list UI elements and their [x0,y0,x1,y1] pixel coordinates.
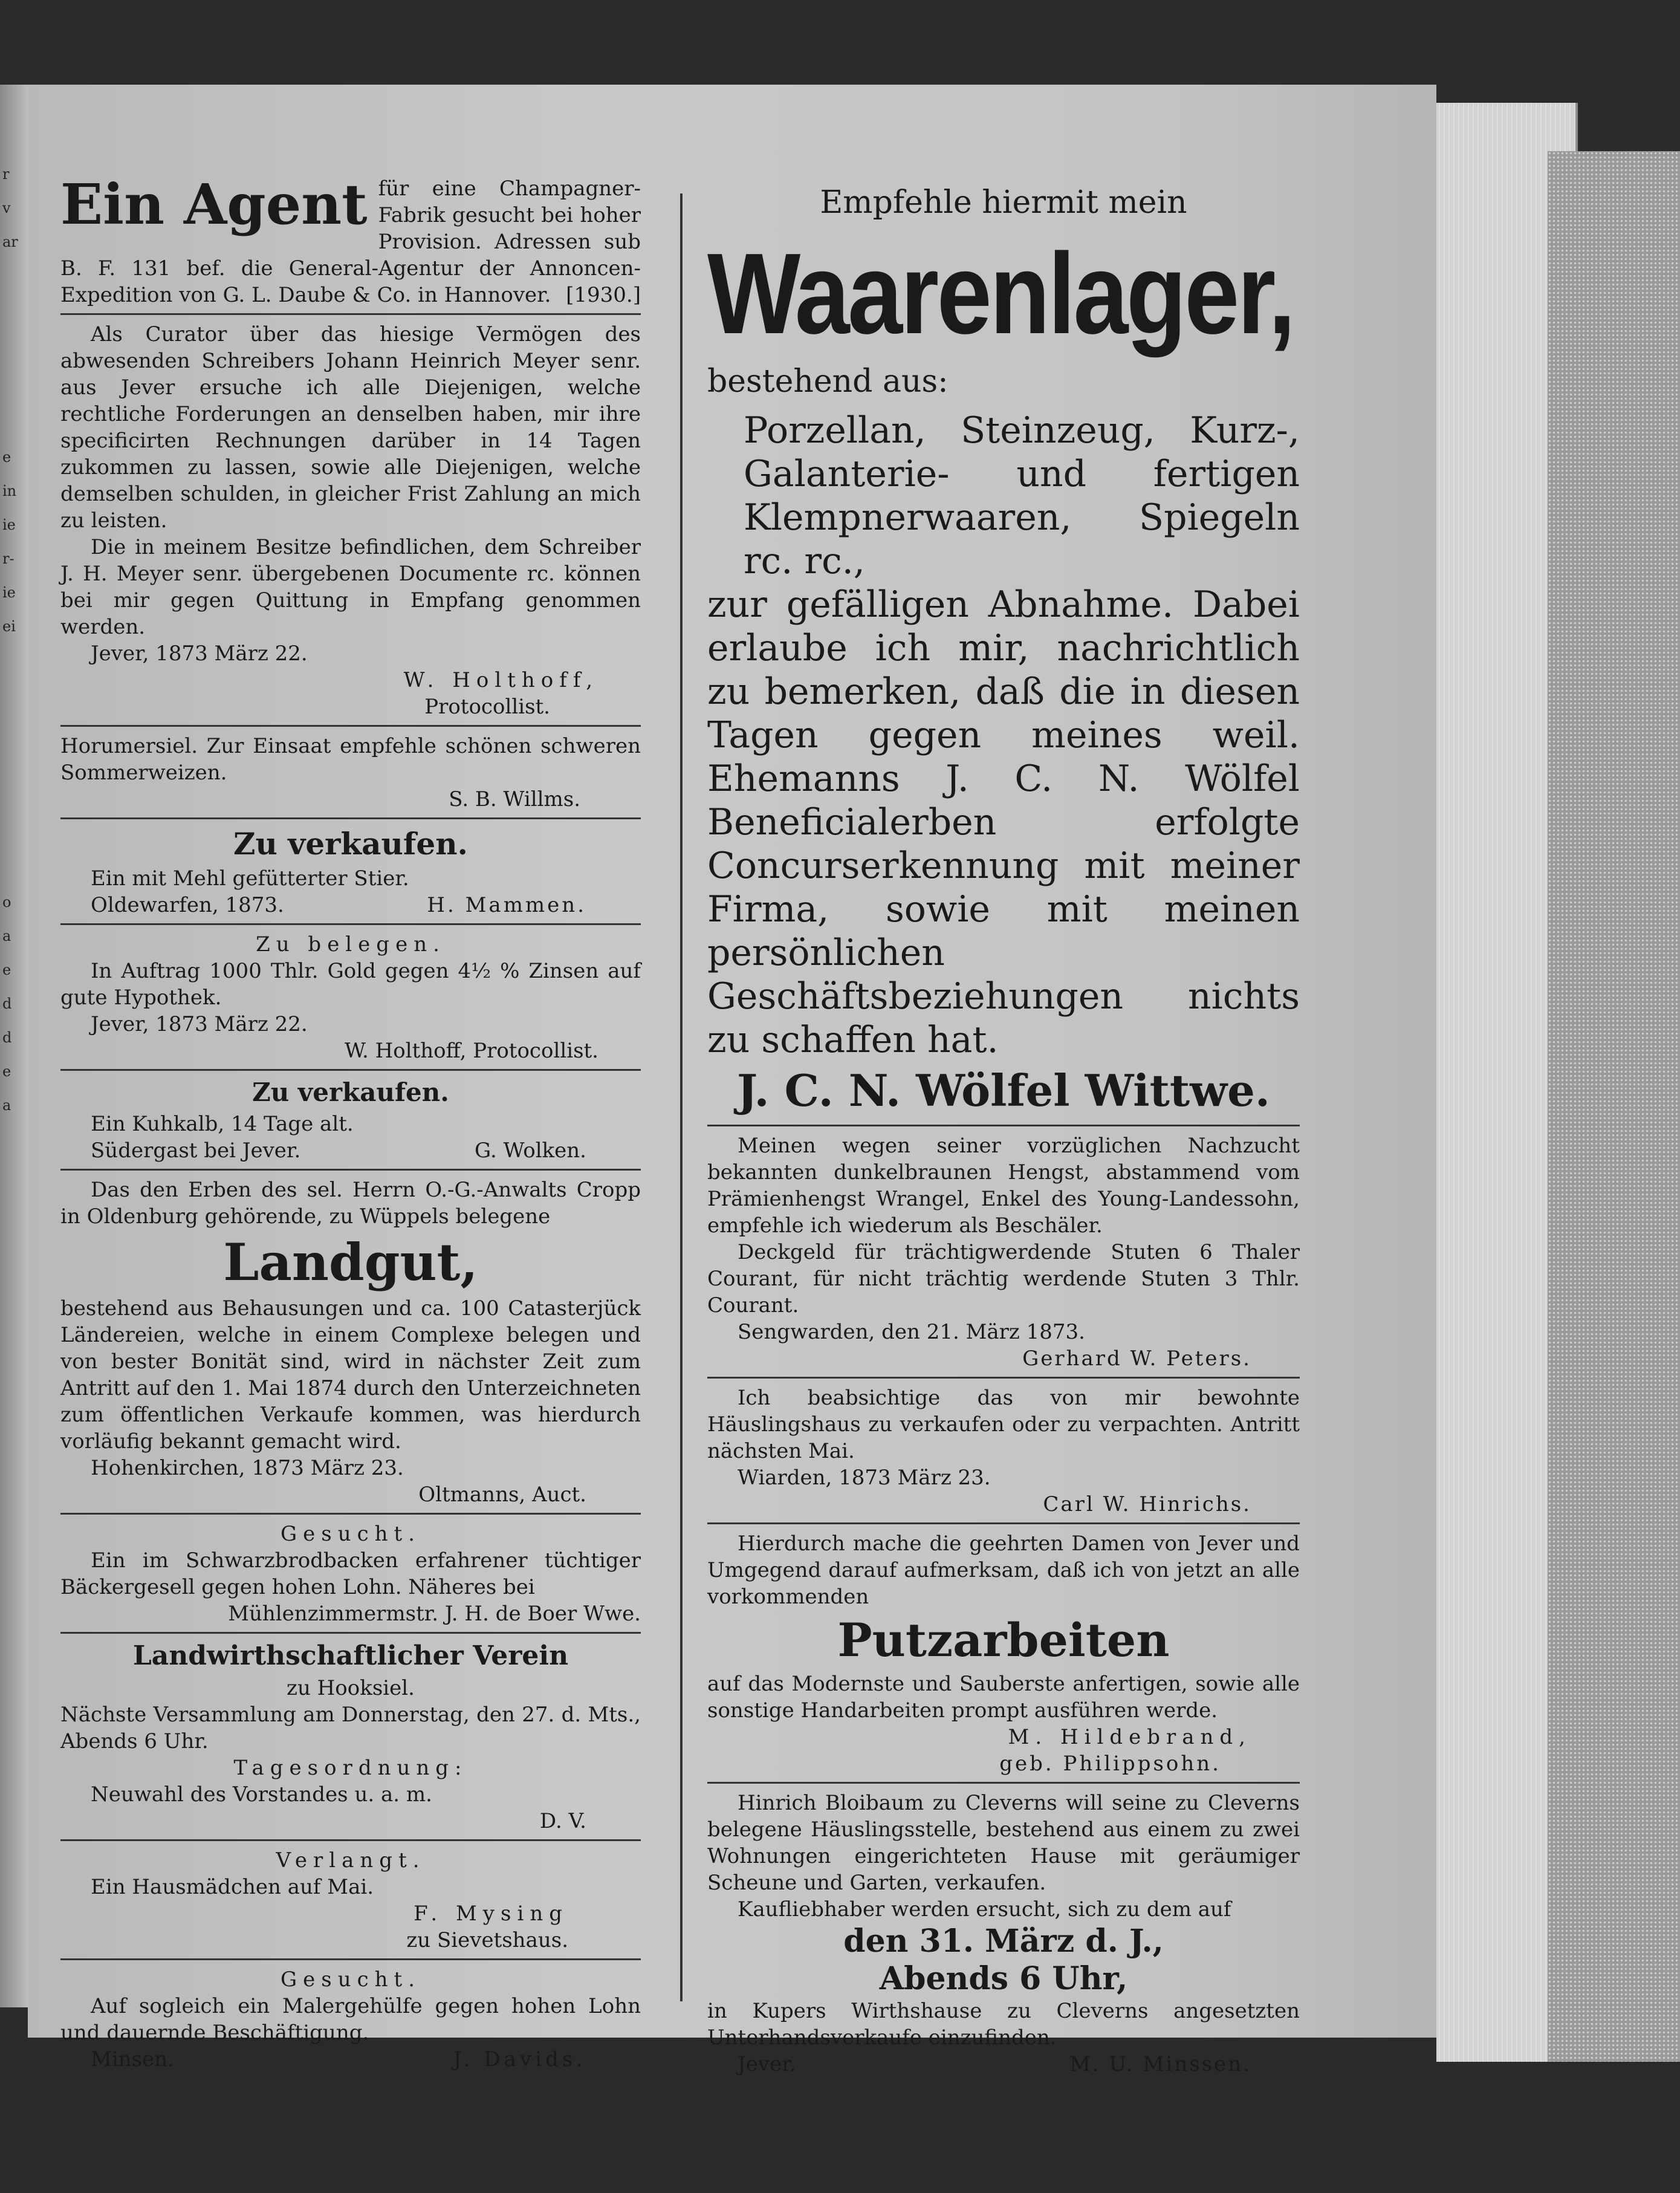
fragment: o [2,894,11,911]
ad-verkaufen-2-footer [60,1137,641,1164]
ad-hengst-date: Sengwarden, den 21. März 1873. [738,1320,1085,1344]
ad-hengst [707,1132,1300,1372]
ad-landgut-date: Hohenkirchen, 1873 März 23. [91,1456,404,1480]
ad-waarenlager-firm: J. C. N. Wölfel Wittwe. [737,1065,1270,1116]
ad-verlangt-text: Ein Hausmädchen auf Mai. [91,1875,374,1899]
ad-belegen-heading: Zu belegen. [256,932,446,957]
fragment: e [2,961,11,978]
separator [60,1839,641,1841]
ad-haeuslingshaus-date: Wiarden, 1873 März 23. [738,1466,991,1490]
ad-verlangt-place: zu Sievetshaus. [406,1928,568,1952]
ad-waarenlager-subheading: bestehend aus: [707,363,949,400]
separator [60,313,641,315]
ad-verein-text: Nächste Versammlung am Donnerstag, den 27. d. Mts., Abends 6 Uhr. [60,1703,641,1753]
ad-curator [60,321,641,720]
ad-hengst-text: Meinen wegen seiner vorzüglichen Nachzucht bekannten dunkelbraunen Hengst, abstammend vom Prämienhengst Wrangel, Enkel des Young-Landessohn, empfehle ich wiederum als Beschäler. [707,1134,1300,1238]
ad-gesucht-2-text: Auf sogleich ein Malergehülfe gegen hohen Lohn und dauernde Beschäftigung. [60,1994,641,2045]
book-cover [1548,151,1680,2062]
ad-belegen-text: In Auftrag 1000 Thlr. Gold gegen 4½ % Zinsen auf gute Hypothek. [60,959,641,1010]
ad-landgut-signature: Oltmanns, Auct. [418,1483,586,1507]
ad-verein-signature: D. V. [539,1809,586,1833]
separator [60,725,641,727]
ad-verkaufen-1-signature: H. Mammen. [427,893,586,917]
ad-landgut [60,1177,641,1508]
separator [60,1632,641,1634]
ad-gesucht-2-signature: J. Davids. [453,2047,586,2071]
separator [60,1069,641,1071]
fragment: ei [2,618,16,635]
ad-curator-title: Protocollist. [424,695,550,719]
fragment: e [2,449,11,466]
ad-hengst-signature: Gerhard W. Peters. [1022,1347,1251,1371]
ad-verkaufen-1-place: Oldewarfen, 1873. [91,893,284,917]
ad-verein-subheading: zu Hooksiel. [287,1676,415,1700]
ad-waarenlager-headline: Waarenlager, [707,230,1294,358]
ad-verein-agenda-title: Tagesordnung: [233,1756,468,1780]
fragment: ie [2,584,16,601]
ad-bloibaum-time: Abends 6 Uhr, [879,1960,1128,1997]
ad-haeuslingshaus-text: Ich beabsichtige das von mir bewohnte Häuslingshaus zu verkaufen oder zu verpachten. Antritt nächsten Mai. [707,1386,1300,1463]
ad-verein-agenda-item: Neuwahl des Vorstandes u. a. m. [91,1782,432,1807]
ad-verein [60,1640,641,1834]
ad-belegen-signature: W. Holthoff, Protocollist. [345,1039,598,1063]
ad-verlangt-heading: Verlangt. [276,1848,426,1873]
ad-verkaufen-1 [60,825,641,918]
left-column [60,172,641,2073]
fragment: a [2,928,11,944]
ad-verkaufen-2-place: Südergast bei Jever. [91,1139,301,1163]
ad-gesucht-1-text: Ein im Schwarzbrodbacken erfahrener tüchtiger Bäckergesell gegen hohen Lohn. Näheres bei [60,1548,641,1599]
fragment: ar [2,233,18,250]
fragment: in [2,482,17,499]
separator [60,1958,641,1960]
ad-bloibaum-place: Jever. [738,2052,796,2076]
ad-bloibaum-text: Hinrich Bloibaum zu Cleverns will seine zu Cleverns belegene Häuslingsstelle, bestehend aus einem zu zwei Wohnungen eingerichteten Hause mit geräumiger Scheune und Garten, verkaufen. [707,1791,1300,1895]
ad-waarenlager-items: Porzellan, Steinzeug, Kurz-, Galanterie- und fertigen Klempnerwaaren, Spiegeln rc. rc., [744,409,1300,582]
ad-verkaufen-1-footer [60,892,641,918]
separator [707,1782,1300,1784]
ad-bloibaum-date: den 31. März d. J., [843,1923,1164,1960]
previous-page-text-fragments [2,157,25,1122]
fragment: r [2,166,10,183]
fragment: e [2,1063,11,1080]
ad-verlangt [60,1847,641,1954]
separator [707,1125,1300,1126]
ad-haeuslingshaus [707,1385,1300,1518]
ad-verlangt-signature: F. Mysing [414,1902,568,1926]
ad-gesucht-2-heading: Gesucht. [280,1967,421,1992]
fragment: d [2,1029,12,1046]
separator [60,817,641,819]
ad-verkaufen-2-text: Ein Kuhkalb, 14 Tage alt. [91,1112,354,1136]
ad-bloibaum [707,1790,1300,2078]
ad-gesucht-2 [60,1966,641,2073]
fragment: a [2,1097,11,1114]
ad-gesucht-2-footer [60,2046,641,2073]
separator [60,1513,641,1515]
fragment: ie [2,516,16,533]
ad-putzarbeiten-signature-2: geb. Philippsohn. [999,1752,1221,1776]
ad-agent-code: [1930.] [566,283,641,307]
ad-verein-heading: Landwirthschaftlicher Verein [132,1640,569,1671]
ad-gesucht-1-signature: Mühlenzimmermstr. J. H. de Boer Wwe. [228,1602,641,1626]
ad-gesucht-2-place: Minsen. [91,2047,174,2071]
ad-belegen [60,931,641,1064]
ad-waarenlager [707,181,1300,1116]
ad-putzarbeiten-heading: Putzarbeiten [837,1613,1170,1667]
ad-bloibaum-signature: M. U. Minssen. [1069,2052,1251,2076]
ad-bloibaum-text-3: in Kupers Wirthshause zu Cleverns angesetzten Unterhandsverkaufe einzufinden. [707,1999,1300,2050]
ad-verkaufen-2 [60,1077,641,1164]
separator [707,1377,1300,1379]
ad-belegen-date: Jever, 1873 März 22. [91,1012,308,1036]
ad-agent-headline: Ein Agent [60,172,368,237]
ad-bloibaum-text-2: Kaufliebhaber werden ersucht, sich zu dem auf [738,1897,1231,1922]
ad-horumersiel [60,733,641,813]
separator [707,1522,1300,1524]
ad-verkaufen-2-heading: Zu verkaufen. [252,1077,449,1107]
ad-curator-text: Als Curator über das hiesige Vermögen des abwesenden Schreibers Johann Heinrich Meyer senr. aus Jever ersuche ich alle Diejenigen, welche rechtliche Forderungen an denselben haben, mir ihre specificirten Rechnungen darüber in 14 Tagen zukommen zu lassen, sowie alle Diejenigen, welche demselben schulden, in gleicher Frist Zahlung an mich zu leisten. [60,322,641,533]
ad-verkaufen-2-signature: G. Wolken. [475,1139,586,1163]
ad-waarenlager-body: zur gefälligen Abnahme. Dabei erlaube ich mir, nachrichtlich zu bemerken, daß die in diesen Tagen gegen meines weil. Ehemanns J. C. N. Wölfel Beneficialerben erfolgte Concurserkennung mit meiner Firma, sowie mit meinen persönlichen Geschäftsbeziehungen nichts zu schaffen hat. [707,583,1300,1061]
ad-horumersiel-text: Horumersiel. Zur Einsaat empfehle schönen schweren Sommerweizen. [60,734,641,785]
fragment: d [2,995,12,1012]
ad-putzarbeiten-text: auf das Modernste und Sauberste anfertigen, sowie alle sonstige Handarbeiten prompt ausführen werde. [707,1672,1300,1723]
ad-hengst-fee: Deckgeld für trächtigwerdende Stuten 6 Thaler Courant, für nicht trächtig werdende Stuten 3 Thlr. Courant. [707,1240,1300,1317]
ad-bloibaum-footer [707,2051,1300,2078]
ad-horumersiel-signature: S. B. Willms. [449,787,580,811]
ad-verkaufen-1-heading: Zu verkaufen. [233,826,468,862]
column-divider [680,193,683,2001]
ad-waarenlager-intro: Empfehle hiermit mein [820,184,1187,221]
ad-curator-text-2: Die in meinem Besitze befindlichen, dem Schreiber J. H. Meyer senr. übergebenen Documente rc. können bei mir gegen Quittung in Empfang genommen werden. [60,535,641,639]
ad-curator-signature: W. Holthoff, [403,668,598,692]
ad-agent-body: für eine Champagner-Fabrik gesucht bei hoher Provision. Adressen sub B. F. 131 bef. die General-Agentur der Annoncen-Expedition von G. L. Daube & Co. in Hannover. [60,177,641,307]
ad-landgut-intro: Das den Erben des sel. Herrn O.-G.-Anwalts Cropp in Oldenburg gehörende, zu Wüppels belegene [60,1178,641,1229]
separator [60,923,641,925]
fragment: v [2,200,11,216]
ad-gesucht-1 [60,1521,641,1627]
right-column [707,175,1300,2078]
ad-gesucht-1-heading: Gesucht. [280,1522,421,1546]
ad-haeuslingshaus-signature: Carl W. Hinrichs. [1043,1492,1251,1516]
ad-curator-date: Jever, 1873 März 22. [91,642,308,666]
ad-landgut-text: bestehend aus Behausungen und ca. 100 Catasterjück Ländereien, welche in einem Complexe belegen und von bester Bonität sind, wird in nächster Zeit zum Antritt auf den 1. Mai 1874 durch den Unterzeichneten zum öffentlichen Verkaufe kommen, was hierdurch vorläufig bekannt gemacht wird. [60,1296,641,1454]
ad-verkaufen-1-text: Ein mit Mehl gefütterter Stier. [91,866,409,891]
ad-putzarbeiten [707,1530,1300,1777]
ad-putzarbeiten-intro: Hierdurch mache die geehrten Damen von Jever und Umgegend darauf aufmerksam, daß ich von jetzt an alle vorkommenden [707,1532,1300,1609]
separator [60,1169,641,1171]
ad-putzarbeiten-signature: M. Hildebrand, [1008,1725,1251,1749]
fragment: r- [2,550,15,567]
ad-agent [60,172,641,308]
ad-landgut-heading: Landgut, [223,1232,478,1292]
